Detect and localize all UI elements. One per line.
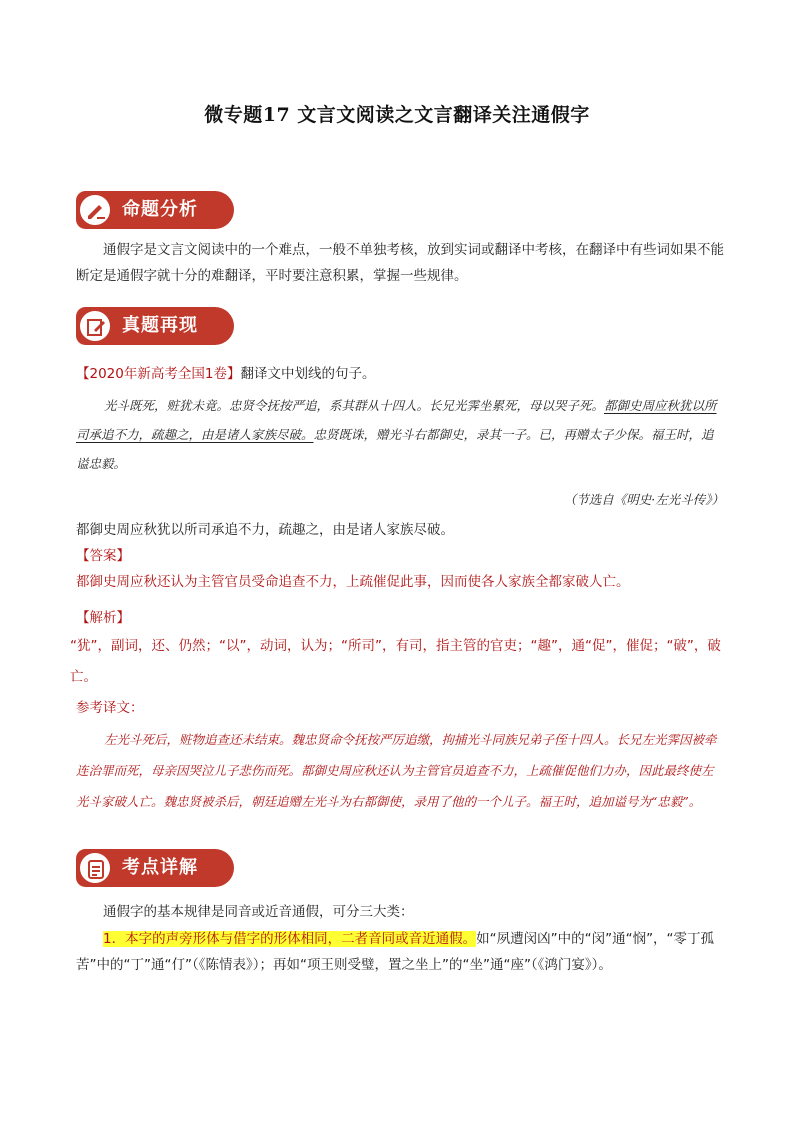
pen-writing-icon <box>76 191 114 229</box>
translation-label: 参考译文： <box>76 700 144 716</box>
rule-1-highlight: 1．本字的声旁形体与借字的形体相同，二者音同或音近通假。 <box>103 931 477 947</box>
section-label: 考点详解 <box>122 857 198 878</box>
pencil-note-icon <box>76 307 114 345</box>
analysis-text: 通假字是文言文阅读中的一个难点，一般不单独考核，放到实词或翻译中考核，在翻译中有些词如果不能断定是通假字就十分的难翻译，平时要注意积累，掌握一些规律。 <box>76 242 724 284</box>
answer-text: 都御史周应秋还认为主管官员受命追查不力，上疏催促此事，因而使各人家族全都家破人亡。 <box>76 574 630 590</box>
section-banner-analysis <box>76 191 234 229</box>
page-title: 微专题17 文言文阅读之文言翻译关注通假字 <box>204 104 590 126</box>
answer-label: 【答案】 <box>76 548 130 564</box>
classical-passage <box>76 391 724 478</box>
passage-text: 忠贤既诛，赠光斗右都御史，录其一子。已，再赠太子少保。福王时，追谥忠毅。 <box>76 427 714 471</box>
translation-text: 左光斗死后，赃物追查还未结束。魏忠贤命令抚按严厉追缴，拘捕光斗同族兄弟子侄十四人。长兄左光霁因被牵连治罪而死，母亲因哭泣儿子悲伤而死。都御史周应秋还认为主管官员追查不力，上疏催促他们力办，因此最终使左光斗家破人亡。魏忠贤被杀后，朝廷追赠左光斗为右都御使，录用了他的一个儿子。福王时，追加谥号为“忠毅”。 <box>76 732 717 809</box>
rule-1-examples: 如“夙遭闵凶”中的“闵”通“悯”，“零丁孤苦”中的“丁”通“仃”（《陈情表》）；再如“项王则受璧，置之坐上”的“坐”通“座”（《鸿门宴》）。 <box>76 931 715 973</box>
question-instruction: 翻译文中划线的句子。 <box>240 366 376 382</box>
key-points-intro: 通假字的基本规律是同音或近音通假，可分三大类： <box>103 904 414 920</box>
clipboard-list-icon <box>76 849 114 887</box>
question-prompt <box>76 361 726 387</box>
explanation-label: 【解析】 <box>76 610 130 626</box>
passage-underlined-sentence: 都御史周应秋犹以所司承追不力，疏趣之，由是诸人家族尽破。 <box>76 398 717 442</box>
target-sentence: 都御史周应秋犹以所司承追不力，疏趣之，由是诸人家族尽破。 <box>76 522 454 538</box>
explanation-text: “犹”，副词，还、仍然；“以”，动词，认为；“所司”，有司，指主管的官吏；“趣”，通“促”，催促；“破”，破亡。 <box>70 638 721 685</box>
rule-1 <box>76 926 726 978</box>
section-label: 命题分析 <box>122 199 198 220</box>
section-banner-real-questions <box>76 307 234 345</box>
question-tag: 【2020年新高考全国1卷】 <box>76 366 241 382</box>
passage-source: （节选自《明史·左光斗传》） <box>563 492 724 507</box>
passage-text: 光斗既死，赃犹未竟。忠贤令抚按严追，系其群从十四人。长兄光霁坐累死，母以哭子死。 <box>104 398 605 413</box>
section-label: 真题再现 <box>122 315 198 336</box>
section-banner-key-points <box>76 849 234 887</box>
